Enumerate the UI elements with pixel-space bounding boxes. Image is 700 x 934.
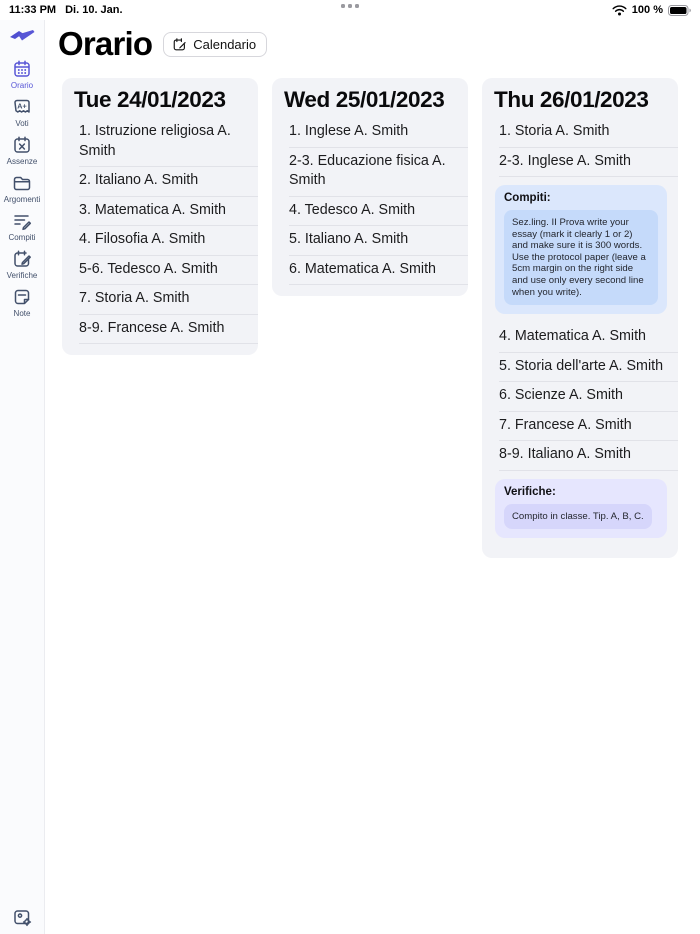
lesson-row[interactable]: 7. Storia A. Smith <box>79 285 258 315</box>
homework-note[interactable] <box>495 185 667 314</box>
page-title: Orario <box>58 25 153 62</box>
note-text: Sez.ling. II Prova write your essay (mark it clearly 1 or 2) and make sure it is 300 words. Use the protocol paper (leave a 5cm margin on the right side and use only every second line when you write). <box>504 210 658 305</box>
sidebar-nav <box>0 59 45 318</box>
sidebar-item-orario[interactable] <box>0 59 45 90</box>
day-title: Wed 25/01/2023 <box>284 87 445 112</box>
day-column <box>272 78 468 296</box>
sidebar-item-label: Voti <box>15 119 29 128</box>
sidebar-item-voti[interactable] <box>0 97 45 128</box>
battery-icon <box>668 5 691 16</box>
page-header <box>45 20 700 67</box>
lesson-row[interactable]: 2-3. Educazione fisica A. Smith <box>289 148 468 197</box>
svg-text:A+: A+ <box>17 101 27 111</box>
calendar-x-icon <box>12 135 32 155</box>
sidebar-item-label: Argomenti <box>3 195 41 204</box>
lesson-row[interactable]: 5. Storia dell'arte A. Smith <box>499 353 678 383</box>
sidebar-item-note[interactable] <box>0 287 45 318</box>
status-time: 11:33 PM <box>9 4 57 16</box>
calendar-icon <box>12 59 32 79</box>
app-logo-icon <box>9 27 35 47</box>
lesson-row[interactable]: 6. Scienze A. Smith <box>499 382 678 412</box>
lesson-row[interactable]: 4. Filosofia A. Smith <box>79 226 258 256</box>
calendar-pencil-icon <box>12 249 32 269</box>
sidebar-item-label: Compiti <box>8 233 36 242</box>
lesson-row[interactable]: 4. Tedesco A. Smith <box>289 197 468 227</box>
day-column <box>482 78 678 558</box>
day-title: Thu 26/01/2023 <box>494 87 649 112</box>
day-column <box>62 78 258 355</box>
lesson-row[interactable]: 2-3. Inglese A. Smith <box>499 148 678 178</box>
lesson-row[interactable]: 6. Matematica A. Smith <box>289 256 468 286</box>
sidebar-item-label: Orario <box>10 81 34 90</box>
calendario-button[interactable] <box>163 32 267 57</box>
lesson-row[interactable]: 8-9. Italiano A. Smith <box>499 441 678 471</box>
lesson-row[interactable]: 5. Italiano A. Smith <box>289 226 468 256</box>
lesson-row[interactable]: 5-6. Tedesco A. Smith <box>79 256 258 286</box>
main-content <box>45 20 700 934</box>
lesson-row[interactable]: 7. Francese A. Smith <box>499 412 678 442</box>
status-date: Di. 10. Jan. <box>65 4 123 16</box>
profile-settings-icon[interactable] <box>12 907 33 928</box>
lesson-row[interactable]: 1. Istruzione religiosa A. Smith <box>79 118 258 167</box>
sidebar-item-assenze[interactable] <box>0 135 45 166</box>
grades-icon <box>12 97 32 117</box>
sidebar-item-label: Note <box>13 309 31 318</box>
battery-percent: 100 % <box>631 4 663 16</box>
sidebar-item-argomenti[interactable] <box>0 173 45 204</box>
lesson-row[interactable]: 1. Inglese A. Smith <box>289 118 468 148</box>
folder-icon <box>12 173 32 193</box>
list-pencil-icon <box>12 211 32 231</box>
status-bar <box>0 0 700 20</box>
note-label: Compiti: <box>504 192 551 204</box>
multitasking-handle-icon[interactable] <box>341 4 359 8</box>
note-text: Compito in classe. Tip. A, B, C. <box>504 504 652 530</box>
calendar-edit-icon <box>172 37 187 52</box>
lesson-row[interactable]: 1. Storia A. Smith <box>499 118 678 148</box>
calendario-button-label: Calendario <box>193 36 257 52</box>
sidebar <box>0 20 45 934</box>
sidebar-item-label: Verifiche <box>6 271 38 280</box>
test-note[interactable] <box>495 479 667 539</box>
note-label: Verifiche: <box>504 485 556 498</box>
sidebar-item-label: Assenze <box>6 157 38 166</box>
note-icon <box>12 287 32 307</box>
day-title: Tue 24/01/2023 <box>74 87 226 112</box>
lesson-row[interactable]: 4. Matematica A. Smith <box>499 323 678 353</box>
sidebar-item-compiti[interactable] <box>0 211 45 242</box>
schedule-columns <box>45 67 700 558</box>
wifi-icon <box>612 5 627 16</box>
lesson-row[interactable]: 8-9. Francese A. Smith <box>79 315 258 345</box>
lesson-row[interactable]: 2. Italiano A. Smith <box>79 167 258 197</box>
sidebar-item-verifiche[interactable] <box>0 249 45 280</box>
lesson-row[interactable]: 3. Matematica A. Smith <box>79 197 258 227</box>
